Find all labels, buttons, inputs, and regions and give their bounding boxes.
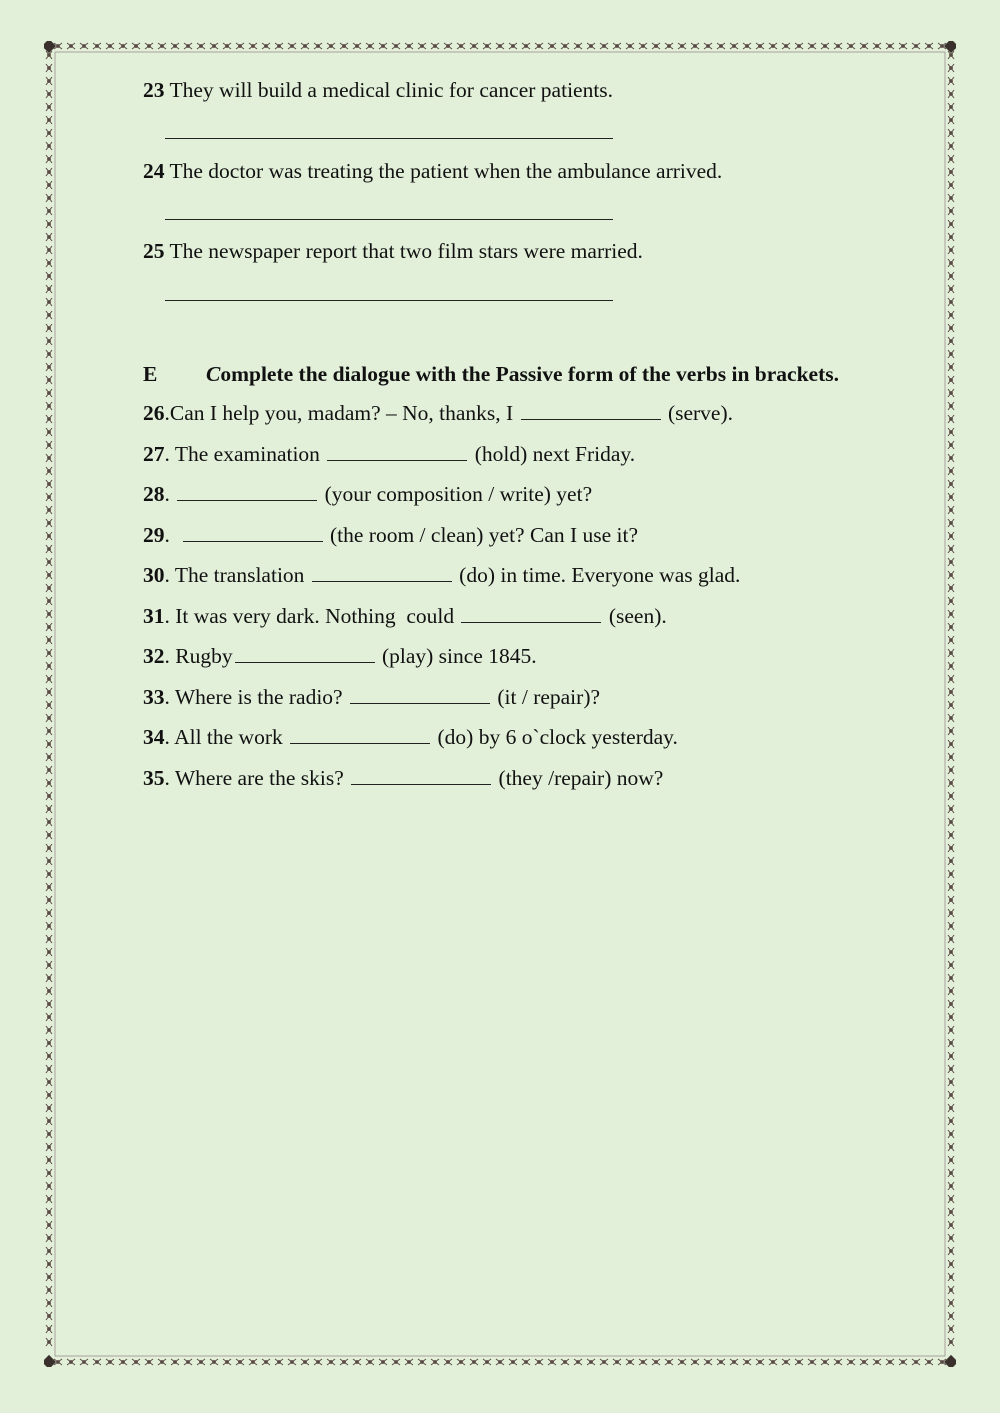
exercise-item-34 (143, 724, 678, 750)
item-number: 24 (143, 159, 165, 183)
answer-blank[interactable] (183, 523, 323, 542)
item-text-before: . Where are the skis? (164, 766, 350, 790)
item-number: 33 (143, 685, 165, 709)
item-text-after: (play) since 1845. (376, 644, 537, 668)
item-text-after: (your composition / write) yet? (319, 482, 593, 506)
item-text-before: . All the work (164, 725, 289, 749)
item-text: The newspaper report that two film stars were married. (164, 239, 643, 263)
answer-blank[interactable] (350, 685, 490, 704)
item-number: 31 (143, 604, 165, 628)
item-number: 27 (143, 442, 165, 466)
answer-blank[interactable] (290, 725, 430, 744)
item-text-after: (it / repair)? (491, 685, 601, 709)
item-text-after: (do) by 6 o`clock yesterday. (432, 725, 678, 749)
exercise-item-32 (143, 643, 537, 669)
item-text-after: (serve). (662, 401, 734, 425)
item-number: 28 (143, 482, 165, 506)
item-text-after: (do) in time. Everyone was glad. (453, 563, 741, 587)
exercise-item-30 (143, 562, 740, 588)
item-text-after: (they /repair) now? (493, 766, 664, 790)
item-text-after: (hold) next Friday. (469, 442, 636, 466)
item-text-after: (the room / clean) yet? Can I use it? (324, 523, 639, 547)
answer-blank[interactable] (327, 442, 467, 461)
answer-blank[interactable] (521, 401, 661, 420)
item-text-before: . The translation (164, 563, 310, 587)
item-number: 26 (143, 401, 165, 425)
exercise-item-28 (143, 481, 592, 507)
answer-blank[interactable] (235, 644, 375, 663)
item-number: 30 (143, 563, 165, 587)
exercise-item-24 (143, 158, 722, 184)
answer-blank[interactable] (461, 604, 601, 623)
exercise-item-33 (143, 684, 600, 710)
item-text: They will build a medical clinic for cancer patients. (164, 78, 614, 102)
answer-line-25[interactable] (165, 300, 613, 301)
answer-blank[interactable] (351, 766, 491, 785)
item-number: 29 (143, 523, 165, 547)
item-number: 23 (143, 78, 165, 102)
item-number: 32 (143, 644, 165, 668)
item-number: 35 (143, 766, 165, 790)
instruction-text: omplete the dialogue with the Passive form of the verbs in brackets. (220, 362, 839, 386)
item-text-before: . Rugby (164, 644, 233, 668)
item-text-before: . (164, 523, 181, 547)
section-e-heading (143, 361, 839, 387)
item-text-before: . It was very dark. Nothing could (164, 604, 460, 628)
exercise-item-35 (143, 765, 663, 791)
exercise-item-23 (143, 77, 613, 103)
item-text-before: . Where is the radio? (164, 685, 348, 709)
answer-blank[interactable] (312, 563, 452, 582)
answer-line-23[interactable] (165, 138, 613, 139)
item-text-before: .Can I help you, madam? – No, thanks, I (164, 401, 519, 425)
item-text-before: . (164, 482, 176, 506)
exercise-item-26 (143, 400, 733, 426)
answer-blank[interactable] (177, 482, 317, 501)
exercise-item-25 (143, 238, 643, 264)
answer-line-24[interactable] (165, 219, 613, 220)
item-text: The doctor was treating the patient when the ambulance arrived. (164, 159, 723, 183)
item-number: 34 (143, 725, 165, 749)
exercise-item-27 (143, 441, 635, 467)
section-letter: E (143, 362, 158, 386)
item-text-before: . The examination (164, 442, 326, 466)
item-text-after: (seen). (603, 604, 667, 628)
item-number: 25 (143, 239, 165, 263)
exercise-item-31 (143, 603, 667, 629)
instruction-initial: C (206, 362, 221, 386)
exercise-item-29 (143, 522, 638, 548)
